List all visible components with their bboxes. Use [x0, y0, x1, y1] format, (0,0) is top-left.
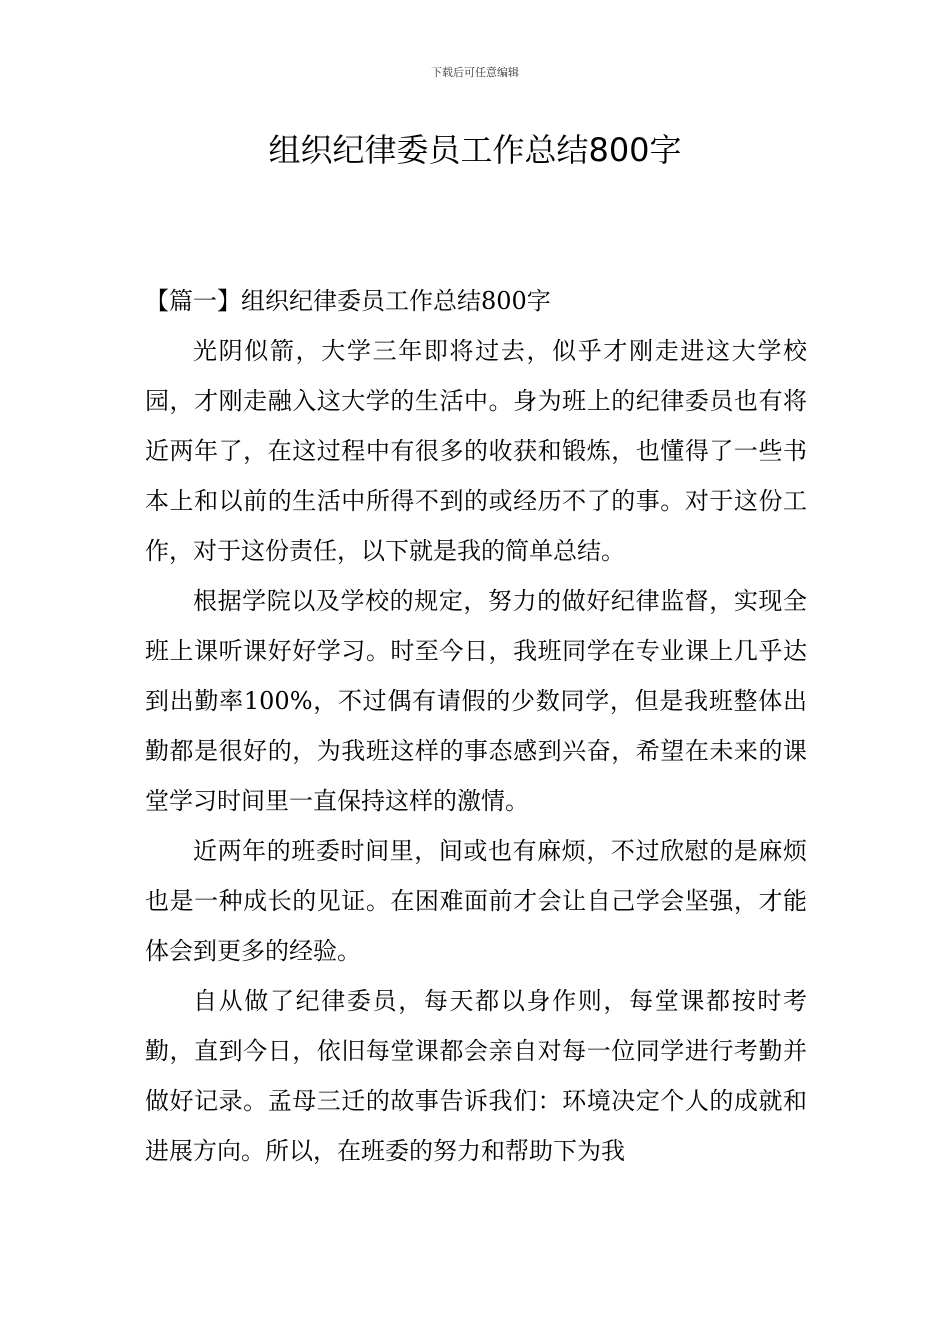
paragraph-1: 光阴似箭，大学三年即将过去，似乎才刚走进这大学校园，才刚走融入这大学的生活中。身为班上的纪律委员也有将近两年了，在这过程中有很多的收获和锻炼，也懂得了一些书本上和以前的生活中所得不到的或经历不了的事。对于这份工作，对于这份责任，以下就是我的简单总结。	[145, 337, 807, 565]
paragraph-3: 近两年的班委时间里，间或也有麻烦，不过欣慰的是麻烦也是一种成长的见证。在困难面前才会让自己学会坚强，才能体会到更多的经验。	[145, 837, 807, 965]
document-body	[145, 276, 807, 1176]
paragraph-2: 根据学院以及学校的规定，努力的做好纪律监督，实现全班上课听课好好学习。时至今日，我班同学在专业课上几乎达到出勤率100%，不过偶有请假的少数同学，但是我班整体出勤都是很好的，为我班这样的事态感到兴奋，希望在未来的课堂学习时间里一直保持这样的激情。	[145, 587, 807, 815]
document-title: 组织纪律委员工作总结800字	[268, 131, 682, 169]
paragraph-4: 自从做了纪律委员，每天都以身作则，每堂课都按时考勤，直到今日，依旧每堂课都会亲自对每一位同学进行考勤并做好记录。孟母三迁的故事告诉我们：环境决定个人的成就和进展方向。所以，在班委的努力和帮助下为我	[145, 987, 807, 1165]
section-heading: 【篇一】组织纪律委员工作总结800字	[145, 287, 551, 315]
header-note: 下载后可任意编辑	[431, 66, 519, 79]
